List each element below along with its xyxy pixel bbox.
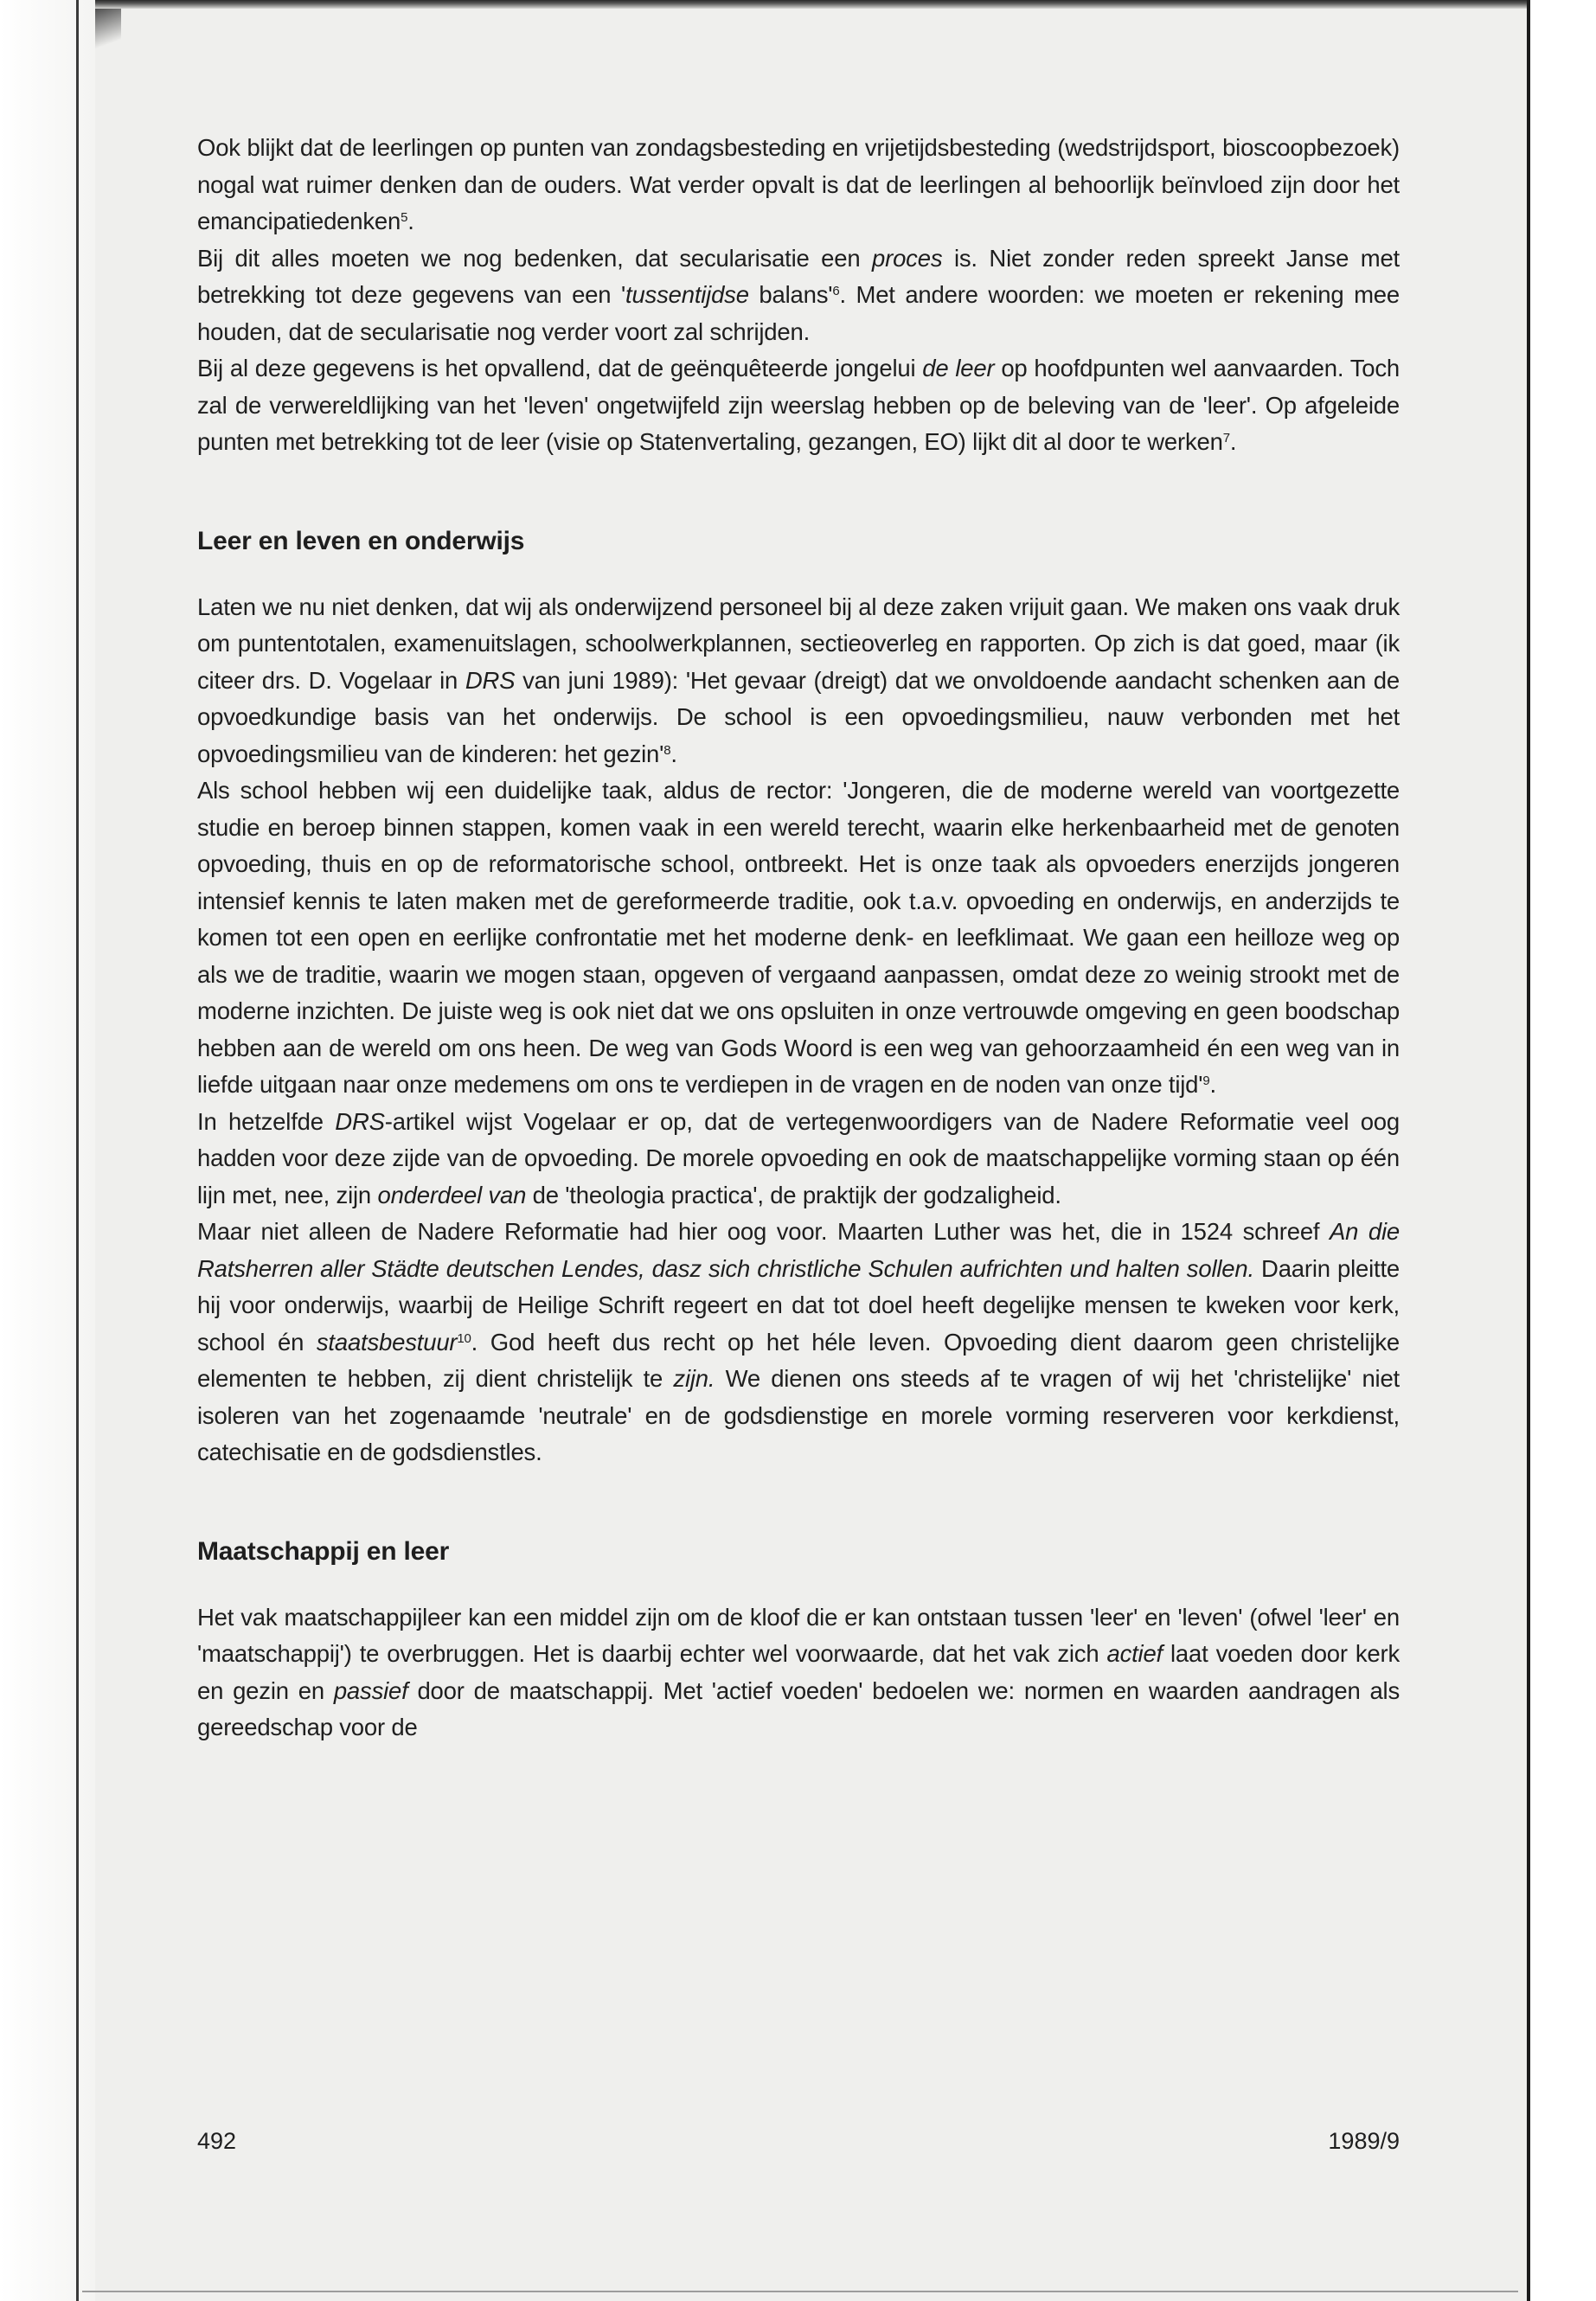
issue-label: 1989/9 <box>1328 2128 1400 2154</box>
paragraph-maatschappijleer: Het vak maatschappijleer kan een middel zijn om de kloof die er kan ontstaan tussen 'leer' en 'leven' (ofwel 'leer' en 'maatschappij') te overbruggen. Het is daarbij echter wel voorwaarde, dat het vak zich actief laat voeden door kerk en gezin en passief door de maatschappij. Met 'actief voeden' bedoelen we: normen en waarden aandragen als gereedschap voor de <box>197 1603 1401 1740</box>
paragraph-leer-aanvaarden: Bij al deze gegevens is het opvallend, dat de geënquêteerde jongelui de leer op hoofdpunten wel aanvaarden. Toch zal de verwereldlijking van het 'leven' ongetwijfeld zijn weerslag hebben op de beleving van de 'leer'. Op afgeleide punten met betrekking tot de leer (visie op Statenvertaling, gezangen, EO) lijkt dit al door te werken$^7$. <box>197 355 1401 455</box>
paragraph-secularisation: Bij dit alles moeten we nog bedenken, dat secularisatie een proces is. Niet zonder reden spreekt Janse met betrekking tot deze gegevens van een 'tussentijdse $balans'^6$. Met andere woorden: we moeten er rekening mee houden, dat de secularisatie nog verder voort zal schrijden. <box>197 244 1400 345</box>
scan-top-edge <box>0 0 1596 9</box>
section-heading-maatschappij: Maatschappij en leer <box>197 1536 450 1566</box>
scan-bottom-edge <box>82 2291 1518 2292</box>
footnote-ref[interactable]: 5 <box>401 210 408 225</box>
scan-right-margin <box>1527 0 1596 2301</box>
paragraph-luther: Maar niet alleen de Nadere Reformatie had hier oog voor. Maarten Luther was het, die in 1524 schreef An die Ratsherren aller Städte deutschen Lendes, dasz sich christliche Schulen aufrichten und halten sollen. Daarin pleitte hij voor onderwijs, waarbij de Heilige Schrift regeert en dat tot doel heeft degelijke mensen te kweken voor kerk, school én staatsbestuur$^{10}$. God heeft dus recht op het héle leven. Opvoeding dient daarom geen christelijke elementen te hebben, zij dient christelijk te zijn. We dienen ons steeds af te vragen of wij het 'christelijke' niet isoleren van het zogenaamde 'neutrale' en de godsdienstige en morele vorming reserveren voor kerkdienst, catechisatie en de godsdienstles. <box>197 1218 1400 1465</box>
section-heading-leer-en-leven: Leer en leven en onderwijs <box>197 526 525 555</box>
footnote-ref[interactable]: 9 <box>1202 1074 1210 1088</box>
footnote-ref[interactable]: 10 <box>457 1330 471 1346</box>
paragraph-nadere-reformatie: In hetzelfde DRS-artikel wijst Vogelaar er op, dat de vertegenwoordigers van de Nadere Reformatie veel oog hadden voor deze zijde van de opvoeding. De morele opvoeding en ook de maatschappelijke vorming staan op één lijn met, nee, zijn onderdeel van de 'theologia practica', de praktijk der godzaligheid. <box>197 1107 1400 1208</box>
scan-left-margin <box>0 0 95 2301</box>
paragraph-emancipation: Ook blijkt dat de leerlingen op punten van zondagsbesteding en vrijetijdsbesteding (wedstrijdsport, bioscoopbezoek) nogal wat ruimer denken dan de ouders. Wat verder opvalt is dat de leerlingen al behoorlijk beïnvloed zijn door het emancipatiedenken$^5$. <box>197 134 1400 234</box>
footnote-ref[interactable]: 6 <box>832 284 840 298</box>
page-number: 492 <box>197 2128 237 2154</box>
paragraph-taak-school: Als school hebben wij een duidelijke taak, aldus de rector: 'Jongeren, die de moderne wereld van voortgezette studie en beroep binnen stappen, komen vaak in een wereld terecht, waarin elke herkenbaarheid met de genoten opvoeding, thuis en op de reformatorische school, ontbreekt. Het is onze taak als opvoeders enerzijds jongeren intensief kennis te laten maken met de gereformeerde traditie, ook t.a.v. opvoeding en onderwijs, en anderzijds te komen tot een open en eerlijke confrontatie met het moderne denk- en leefklimaat. We gaan een heilloze weg op als we de traditie, waarin we mogen staan, opgeven of vergaand aanpassen, omdat deze zo weinig strookt met de moderne inzichten. De juiste weg is ook niet dat we ons opsluiten in onze vertrouwde omgeving en geen boodschap hebben aan de wereld om ons heen. De weg van Gods Woord is een weg van gehoorzaamheid én een weg van in liefde uitgaan naar onze medemens om ons te verdiepen in de vragen en de noden van onze $tijd'^9$. <box>197 777 1400 1098</box>
paragraph-onderwijzend-personeel: Laten we nu niet denken, dat wij als onderwijzend personeel bij al deze zaken vrijuit gaan. We maken ons vaak druk om puntentotalen, examenuitslagen, schoolwerkplannen, sectieoverleg en rapporten. Op zich is dat goed, maar (ik citeer drs. D. Vogelaar in DRS van juni 1989): 'Het gevaar (dreigt) dat we onvoldoende aandacht schenken aan de opvoedkundige basis van het onderwijs. De school is een opvoedingsmilieu, nauw verbonden met het opvoedingsmilieu van de kinderen: het $gezin'^8$. <box>197 593 1401 767</box>
footnote-ref[interactable]: 8 <box>663 742 671 758</box>
page-body <box>197 130 1400 1747</box>
footnote-ref[interactable]: 7 <box>1222 431 1230 445</box>
